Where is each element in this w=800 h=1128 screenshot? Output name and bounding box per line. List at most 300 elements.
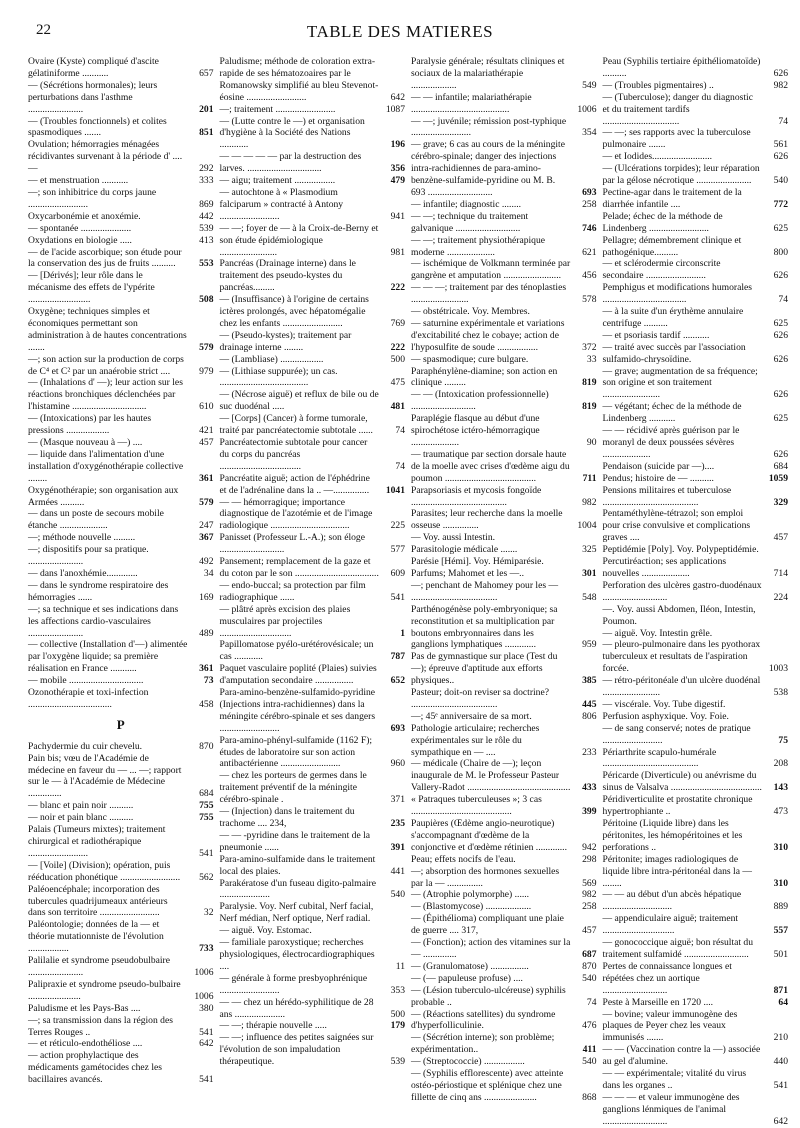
entry-page: 500 — [390, 1008, 405, 1020]
entry-page: 755 — [199, 812, 214, 824]
entry-page: 441 — [390, 865, 405, 877]
entry-text: Pellagre; démembrement clinique et pathogénique.......... — [602, 234, 742, 258]
entry-text: Oxydations en biologie ..... — [28, 234, 132, 246]
entry-page: 868 — [582, 1091, 597, 1103]
entry-page: 33 — [586, 353, 597, 365]
entry-text: — —; juvénile; rémission post-typhique ......................... — [411, 115, 567, 139]
entry-page: 1041 — [385, 484, 405, 496]
index-entry — [28, 187, 214, 211]
entry-text: Paludisme; méthode de coloration extra-rapide de ses hématozoaires par le Romanowsky simplifié au bleu Stevenot-éosine ......................... — [219, 56, 379, 103]
index-entry — [603, 770, 789, 794]
index-entry — [603, 80, 789, 92]
index-entry — [411, 794, 597, 818]
entry-text: — —; thérapie nouvelle ..... — [219, 1020, 327, 1032]
index-entry — [28, 687, 214, 711]
index-entry — [603, 56, 789, 80]
entry-text: — infantile; diagnostic ........ — [411, 198, 522, 210]
index-entry — [411, 961, 597, 973]
index-entry — [220, 770, 406, 806]
entry-page: 687 — [582, 948, 597, 960]
index-entry — [28, 639, 214, 675]
entry-text: —; sa transmission dans la région des Terres Rouges .. — [28, 1014, 173, 1038]
index-entry — [28, 377, 214, 413]
entry-text: — autochtone à « Plasmodium falciparum » contracté à Antony ......................... — [219, 186, 344, 222]
index-entry — [28, 753, 214, 801]
entry-page: 941 — [390, 210, 405, 222]
index-entry — [220, 639, 406, 663]
entry-page: 541 — [390, 591, 405, 603]
entry-text: — à la suite d'un érythème annulaire centrifuge .......... — [602, 306, 744, 329]
index-entry — [411, 199, 597, 211]
entry-page: 733 — [199, 943, 214, 955]
index-entry — [220, 1032, 406, 1068]
entry-page: 353 — [390, 984, 405, 996]
entry-page: 457 — [199, 437, 214, 448]
index-entry — [28, 211, 214, 223]
entry-page: 609 — [390, 567, 405, 579]
entry-page: 258 — [582, 198, 597, 210]
index-column — [411, 56, 597, 1128]
entry-text: — (Fonction); action des vitamines sur la — .............. — [411, 937, 571, 960]
index-entry — [603, 485, 789, 509]
entry-text: Pancréatectomie subtotale pour cancer du corps du pancréas .................................. — [219, 437, 368, 472]
entry-page: 224 — [773, 591, 788, 603]
entry-text: — endo-buccal; sa protection par film radiographique ...... — [219, 579, 366, 603]
entry-text: Parasitologie médicale ....... — [411, 544, 518, 556]
index-entry — [603, 151, 789, 163]
index-entry — [220, 854, 406, 878]
entry-text: Peptidémie [Poly]. Voy. Polypeptidémie. — [602, 544, 759, 556]
entry-text: Perfusion asphyxique. Voy. Foie. — [602, 710, 729, 722]
index-entry — [603, 211, 789, 235]
entry-text: — —; foyer de — à la Croix-de-Berny et son étude épidémiologique ........................ — [219, 222, 379, 258]
index-entry — [28, 413, 214, 437]
index-entry — [28, 437, 214, 449]
entry-text: — —; influence des petites saignées sur l'évolution de son impaludation thérapeutique. — [219, 1032, 374, 1068]
entry-page: 755 — [199, 800, 214, 812]
entry-text: Paralysie. Voy. Nerf cubital, Nerf facial, Nerf médian, Nerf optique, Nerf radial. — [219, 901, 374, 925]
entry-page: 562 — [199, 871, 214, 883]
entry-page: 247 — [199, 520, 214, 532]
index-entry — [603, 889, 789, 913]
entry-page: 642 — [199, 1038, 214, 1050]
index-entry — [28, 580, 214, 604]
entry-text: — — —; traitement par des ténoplasties ........................ — [411, 282, 567, 306]
index-entry — [603, 747, 789, 771]
entry-text: Paraplégie flasque au début d'une spirochétose ictéro-hémorragique .................... — [411, 413, 540, 448]
entry-text: — Voy. aussi Intestin. — [411, 532, 496, 544]
index-entry — [28, 741, 214, 753]
entry-page: 372 — [582, 341, 597, 353]
index-entry — [411, 1009, 597, 1033]
entry-text: — (Granulomatose) ................ — [411, 960, 529, 972]
entry-page: 626 — [773, 353, 788, 365]
entry-text: — familiale paroxystique; recherches physiologiques, électrocardiographiques .... — [219, 937, 375, 972]
entry-text: — (Lésion tuberculo-ulcéreuse) syphilis probable .. — [411, 984, 566, 1008]
entry-page: 714 — [773, 567, 788, 579]
entry-text: Pendus; histoire de — .......... — [602, 472, 714, 484]
index-entry — [220, 294, 406, 330]
entry-text: Para-amino-benzène-sulfamido-pyridine (Injections intra-rachidiennes) dans la méningite cérébro-spinale et ses dangers ......................... — [219, 687, 376, 734]
entry-page: 539 — [199, 222, 214, 234]
index-entry — [603, 675, 789, 699]
entry-page: 625 — [773, 222, 788, 234]
entry-text: — et réticulo-endothéliose .... — [28, 1038, 143, 1050]
entry-page: 541 — [199, 847, 214, 859]
entry-page: 626 — [773, 151, 788, 163]
index-entry — [28, 675, 214, 687]
entry-text: Paralysie générale; résultats cliniques et sociaux de la malariathérapie ................... — [411, 56, 565, 91]
entry-text: — — expérimentale; vitalité du virus dans les organes .. — [602, 1068, 747, 1091]
entry-text: Pasteur; doit-on reviser sa doctrine? .................................... — [411, 687, 549, 710]
entry-page: 74 — [395, 460, 405, 472]
entry-text: — (Épithélioma) compliquant une plaie de guerre .... 317, — [411, 913, 564, 937]
entry-page: 64 — [778, 996, 788, 1008]
entry-text: —; son inhibitrice du corps jaune ......................... — [28, 186, 157, 210]
entry-page: 34 — [203, 567, 214, 579]
index-column — [28, 56, 214, 1128]
entry-text: — rétro-péritonéale d'un ulcère duodénal ........................ — [602, 675, 761, 699]
entry-text: — de sang conservé; notes de pratique ......................... — [602, 722, 751, 746]
entry-page: 652 — [390, 675, 405, 687]
page-header — [22, 22, 778, 44]
entry-text: — [Voile] (Division); opération, puis rééducation phonétique ......................... — [28, 859, 181, 883]
index-entry — [603, 580, 789, 604]
entry-page: 684 — [773, 460, 788, 472]
entry-text: Para-amino-phényl-sulfamide (1162 F); études de laboratoire sur son action antibactérienne ......................... — [219, 734, 373, 770]
entry-text: Ozonothérapie et toxi-infection ................................... — [28, 687, 149, 710]
entry-text: — (Lutte contre le —) et organisation d'hygiène à la Société des Nations ............ — [219, 115, 365, 151]
index-entry — [411, 282, 597, 306]
entry-text: — —; technique du traitement galvanique ........................... — [411, 210, 529, 234]
index-column — [220, 56, 406, 1128]
entry-page: 74 — [778, 294, 788, 306]
entry-page: 1006 — [194, 966, 214, 978]
entry-page: 399 — [582, 806, 597, 818]
entry-page: 548 — [582, 591, 597, 603]
index-entry — [28, 919, 214, 955]
index-entry — [603, 1092, 789, 1128]
entry-page: 621 — [582, 246, 597, 258]
entry-page: 549 — [582, 79, 597, 91]
index-entry — [28, 508, 214, 532]
entry-page: 806 — [582, 710, 597, 722]
index-entry — [28, 1003, 214, 1015]
index-entry — [28, 800, 214, 812]
index-entry — [28, 824, 214, 860]
entry-text: — (Lambliase) .................. — [219, 353, 324, 365]
entry-text: — noir et pain blanc .......... — [28, 812, 134, 824]
index-entry — [411, 937, 597, 961]
index-entry — [411, 56, 597, 92]
index-entry — [603, 1068, 789, 1092]
entry-page: 222 — [390, 341, 405, 353]
entry-text: — grave; 6 cas au cours de la méningite cérébro-spinale; danger des injections intra-rachidiennes de para-amino-benzène-sulfamide-pyridine ou M. B. 693 ........................... — [411, 139, 565, 198]
entry-text: — mobile ............................... — [28, 675, 144, 687]
entry-text: — spontanée ..................... — [28, 222, 132, 234]
entry-text: — bovine; valeur immunogène des plaques de Peyer chez les veaux immunisés ....... — [602, 1008, 738, 1044]
index-entry — [411, 854, 597, 866]
entry-page: 457 — [582, 925, 597, 937]
index-entry — [220, 937, 406, 973]
index-entry — [28, 1050, 214, 1086]
index-entry — [220, 473, 406, 497]
index-entry — [411, 258, 597, 282]
index-entry — [411, 866, 597, 890]
entry-page: 626 — [773, 329, 788, 341]
entry-page: 1006 — [194, 990, 214, 1002]
entry-page: 225 — [390, 520, 405, 532]
entry-text: — (Sécrétion interne); son problème; expérimentation.. — [411, 1032, 555, 1056]
entry-text: Pertes de connaissance longues et répétées chez un aortique ........................... — [602, 960, 732, 996]
index-entry — [603, 92, 789, 128]
entry-page: 889 — [773, 901, 788, 913]
index-entry — [28, 56, 214, 80]
entry-page: 235 — [390, 818, 405, 829]
index-entry — [220, 532, 406, 556]
entry-page: 492 — [199, 556, 214, 568]
entry-page: 557 — [773, 925, 788, 937]
entry-text: — — chez un hérédo-syphilitique de 28 ans ..................... — [219, 996, 374, 1020]
index-entry — [28, 884, 214, 920]
entry-text: — spasmodique; cure bulgare. — [411, 353, 529, 365]
entry-page: 538 — [773, 687, 788, 699]
entry-page: 982 — [773, 79, 788, 91]
entry-text: — (Intoxications) par les hautes pressions .................. — [28, 413, 152, 437]
index-entry — [220, 413, 406, 437]
entry-page: 473 — [773, 806, 788, 818]
entry-page: 433 — [582, 782, 597, 794]
index-entry — [411, 116, 597, 140]
entry-text: Paludisme et les Pays-Bas .... — [28, 1002, 141, 1014]
entry-page: 982 — [582, 889, 597, 901]
index-entry — [220, 806, 406, 830]
index-entry — [220, 437, 406, 473]
entry-page: 143 — [773, 782, 788, 794]
entry-page: 540 — [773, 175, 788, 187]
entry-page: 361 — [199, 472, 214, 484]
entry-text: — chez les porteurs de germes dans le traitement préventif de la méningite cérébro-spinale . — [219, 770, 367, 806]
entry-text: — végétant; échec de la méthode de Lindenberg ........... — [602, 401, 742, 425]
index-entry — [28, 1015, 214, 1039]
entry-text: — [Corps] (Cancer) à forme tumorale, traité par pancréatectomie subtotale ...... — [219, 413, 373, 437]
entry-text: Péritoine (Liquide libre) dans les péritonites, les hémopéritoines et les perforations .. — [602, 818, 743, 853]
entry-page: 476 — [582, 1020, 597, 1032]
entry-text: Parasites; leur recherche dans la moelle osseuse ............... — [411, 508, 563, 532]
index-entry — [411, 604, 597, 652]
index-entry — [411, 580, 597, 604]
entry-text: — médicale (Chaire de —); leçon inaugurale de M. le Professeur Pasteur Vallery-Radot ........................................... — [411, 758, 571, 794]
index-entry — [411, 758, 597, 794]
entry-text: Pendaison (suicide par —).... — [602, 460, 715, 472]
entry-text: — (Sécrétions hormonales); leurs perturbations dans l'asthme ....................... — [28, 79, 158, 115]
index-entry — [411, 544, 597, 556]
entry-text: —; dispositifs pour sa pratique. ....................... — [28, 544, 149, 568]
entry-page: 578 — [582, 294, 597, 306]
entry-page: 625 — [773, 317, 788, 329]
index-entry — [220, 223, 406, 259]
entry-page: 1087 — [385, 103, 405, 115]
index-entry — [28, 449, 214, 485]
entry-text: Parfums; Mahomet et les —.. — [411, 567, 524, 579]
index-entry — [28, 235, 214, 247]
index-entry — [220, 151, 406, 175]
entry-page: 1003 — [768, 663, 788, 675]
index-entry — [603, 342, 789, 366]
entry-page: 626 — [773, 448, 788, 460]
index-entry — [603, 508, 789, 544]
entry-text: Pectine-agar dans le traitement de la diarrhée infantile .... — [602, 186, 742, 210]
index-entry — [220, 556, 406, 580]
entry-text: — dans le syndrome respiratoire des hémorragies ...... — [28, 579, 169, 603]
entry-text: —; 45ᵉ anniversaire de sa mort. — [411, 710, 532, 722]
entry-text: —; absorption des hormones sexuelles par la — ............... — [411, 865, 560, 889]
index-entry — [28, 175, 214, 187]
index-entry — [220, 116, 406, 152]
index-entry — [411, 449, 597, 485]
index-entry — [220, 258, 406, 294]
entry-text: — (Insuffisance) à l'origine de certains ictères prolongés, avec hépatomégalie chez les enfants ......................... — [219, 294, 369, 329]
entry-page: 440 — [773, 1056, 788, 1068]
entry-text: — (Streptococcie) ................. — [411, 1056, 525, 1068]
entry-text: — et Iodides......................... — [602, 151, 713, 163]
index-entry — [411, 818, 597, 854]
entry-text: — traité avec succès par l'association sulfamido-chrysoïdine. — [602, 341, 746, 365]
entry-page: 711 — [582, 472, 597, 484]
index-columns — [28, 56, 788, 1127]
entry-page: 693 — [582, 186, 597, 198]
index-entry — [220, 104, 406, 116]
entry-page: 233 — [582, 746, 597, 758]
index-entry — [411, 901, 597, 913]
index-entry — [411, 687, 597, 711]
entry-page: 361 — [199, 663, 214, 675]
index-entry — [411, 389, 597, 413]
index-entry — [603, 794, 789, 818]
index-entry — [220, 830, 406, 854]
entry-text: — dans un poste de secours mobile étanche .................... — [28, 508, 164, 532]
index-entry — [603, 544, 789, 556]
index-entry — [603, 997, 789, 1009]
entry-page: 693 — [390, 722, 405, 734]
entry-page: 74 — [778, 115, 788, 127]
entry-page: 626 — [773, 270, 788, 282]
index-entry — [411, 1032, 597, 1056]
entry-page: 959 — [582, 639, 597, 651]
entry-page: 819 — [582, 401, 597, 413]
entry-page: 385 — [582, 675, 597, 687]
index-entry — [28, 544, 214, 568]
entry-text: — et sclérodermie circonscrite secondaire ......................... — [602, 258, 721, 282]
entry-text: Parthénogénèse poly-embryonique; sa reconstitution et sa multiplication par boutons embryonnaires dans les ganglions lymphatiques ............. — [411, 603, 558, 651]
entry-page: 442 — [199, 210, 214, 222]
index-entry — [28, 1038, 214, 1050]
index-entry — [28, 247, 214, 271]
entry-text: Palais (Tumeurs mixtes); traitement chirurgical et radiothérapique ......................... — [28, 824, 166, 859]
index-entry — [603, 639, 789, 675]
entry-text: Oxygène; techniques simples et économiques permettant son administration à de hautes concentrations ....... — [28, 306, 187, 353]
entry-text: — collective (Installation d'—) alimentée par l'oxygène liquide; sa première réalisation en France ........... — [28, 639, 188, 675]
index-entry — [411, 889, 597, 901]
entry-page: 222 — [390, 282, 405, 294]
index-entry — [220, 735, 406, 771]
index-entry — [220, 997, 406, 1021]
entry-text: — (Blastomycose) ................... — [411, 901, 532, 913]
entry-page: 74 — [395, 425, 405, 437]
entry-text: — action prophylactique des médicaments gamétocides chez les bacillaires avancés. — [28, 1050, 162, 1086]
entry-text: Parésie [Hémi]. Voy. Hémiparésie. — [411, 556, 544, 568]
entry-page: 960 — [390, 758, 405, 770]
entry-text: — dans l'anoxhémie............. — [28, 567, 138, 579]
index-entry — [220, 878, 406, 902]
index-entry — [603, 1044, 789, 1068]
entry-text: — obstétricale. Voy. Membres. — [411, 306, 530, 318]
index-entry — [411, 413, 597, 449]
entry-page: 540 — [582, 1056, 597, 1068]
index-entry — [411, 139, 597, 199]
index-entry — [411, 306, 597, 318]
index-entry — [411, 508, 597, 532]
entry-text: Pachydermie du cuir chevelu. — [28, 740, 143, 752]
section-letter: P — [116, 716, 125, 732]
index-entry — [28, 485, 214, 509]
entry-text: — traumatique par section dorsale haute de la moelle avec crises d'œdème aigu du poumon ...................................... — [411, 448, 570, 484]
index-entry — [28, 604, 214, 640]
entry-text: Para-amino-sulfamide dans le traitement local des plaies. — [219, 853, 376, 877]
entry-text: — ischémique de Volkmann terminée par gangrène et amputation ........................ — [411, 258, 571, 282]
entry-page: 310 — [773, 877, 788, 889]
index-entry — [28, 354, 214, 378]
entry-page: 411 — [582, 1044, 597, 1056]
entry-page: 90 — [586, 437, 597, 448]
index-entry — [411, 651, 597, 687]
index-entry — [28, 568, 214, 580]
entry-text: — (— papuleuse profuse) .... — [411, 972, 523, 984]
entry-page: 540 — [582, 972, 597, 984]
entry-page: 445 — [582, 698, 597, 710]
entry-page: 421 — [199, 425, 214, 437]
entry-page: 74 — [586, 996, 597, 1008]
index-entry — [603, 818, 789, 854]
index-entry — [603, 556, 789, 580]
entry-text: —; traitement ......................... — [219, 103, 336, 115]
entry-page: 772 — [773, 198, 788, 210]
index-entry — [220, 1020, 406, 1032]
entry-text: Pensions militaires et tuberculose ........................................ — [602, 484, 732, 508]
entry-page: 982 — [582, 496, 597, 508]
entry-text: « Patraques tuberculeuses »; 3 cas .......................................... — [411, 794, 542, 818]
entry-page: 489 — [199, 627, 214, 639]
entry-page: 579 — [199, 341, 214, 353]
entry-page: 541 — [199, 1074, 214, 1086]
index-entry — [603, 235, 789, 259]
index-entry — [603, 127, 789, 151]
entry-page: 208 — [773, 758, 788, 770]
entry-page: 787 — [390, 651, 405, 663]
entry-text: — grave; augmentation de sa fréquence; son origine et son traitement ........................ — [602, 365, 758, 401]
entry-page: 310 — [773, 841, 788, 853]
entry-text: Pas de gymnastique sur place (Test du —); épreuve d'aptitude aux efforts physiques.. — [411, 651, 558, 687]
entry-text: Peau; effets nocifs de l'eau. — [411, 853, 516, 865]
entry-text: — et menstruation ........... — [28, 175, 129, 187]
entry-page: 169 — [199, 591, 214, 603]
entry-text: Perforation des ulcères gastro-duodénaux ........................... — [602, 579, 762, 603]
entry-page: 657 — [199, 67, 214, 79]
entry-page: 577 — [390, 544, 405, 556]
index-entry — [28, 955, 214, 979]
entry-page: 367 — [199, 532, 214, 544]
entry-page: 501 — [773, 948, 788, 960]
